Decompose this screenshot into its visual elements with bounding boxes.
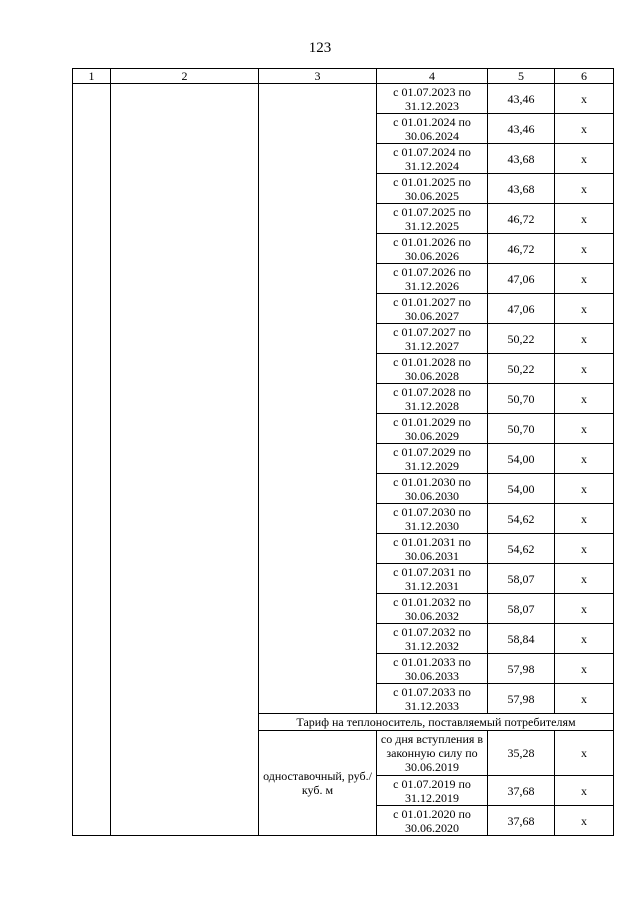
col6-cell: х: [555, 324, 614, 354]
period-cell: с 01.01.2027 по 30.06.2027: [377, 294, 488, 324]
header-cell-5: 5: [488, 69, 555, 84]
period-cell: с 01.07.2025 по 31.12.2025: [377, 204, 488, 234]
col6-cell: х: [555, 504, 614, 534]
col2-merged-cell: [111, 84, 259, 836]
period-cell: с 01.07.2024 по 31.12.2024: [377, 144, 488, 174]
header-cell-3: 3: [259, 69, 377, 84]
period-cell: с 01.01.2028 по 30.06.2028: [377, 354, 488, 384]
value-cell: 37,68: [488, 776, 555, 806]
col6-cell: х: [555, 474, 614, 504]
value-cell: 37,68: [488, 806, 555, 836]
value-cell: 54,00: [488, 474, 555, 504]
table-row: [73, 84, 614, 114]
col6-cell: х: [555, 624, 614, 654]
col6-cell: х: [555, 414, 614, 444]
period-cell: с 01.01.2032 по 30.06.2032: [377, 594, 488, 624]
tariff-table: [72, 68, 614, 836]
value-cell: 50,22: [488, 324, 555, 354]
tariff-type-cell: одноставочный, руб./куб. м: [259, 731, 377, 836]
period-cell: с 01.01.2025 по 30.06.2025: [377, 174, 488, 204]
value-cell: 54,62: [488, 504, 555, 534]
col6-cell: х: [555, 294, 614, 324]
col6-cell: х: [555, 144, 614, 174]
value-cell: 50,70: [488, 384, 555, 414]
period-cell: с 01.07.2023 по 31.12.2023: [377, 84, 488, 114]
col6-cell: х: [555, 731, 614, 776]
header-cell-4: 4: [377, 69, 488, 84]
col6-cell: х: [555, 354, 614, 384]
col6-cell: х: [555, 234, 614, 264]
period-cell: с 01.07.2029 по 31.12.2029: [377, 444, 488, 474]
period-cell: с 01.07.2019 по 31.12.2019: [377, 776, 488, 806]
col6-cell: х: [555, 114, 614, 144]
col6-cell: х: [555, 806, 614, 836]
header-cell-6: 6: [555, 69, 614, 84]
period-cell: со дня вступления в законную силу по 30.06.2019: [377, 731, 488, 776]
col6-cell: х: [555, 264, 614, 294]
period-cell: с 01.07.2032 по 31.12.2032: [377, 624, 488, 654]
col6-cell: х: [555, 444, 614, 474]
col6-cell: х: [555, 776, 614, 806]
col6-cell: х: [555, 174, 614, 204]
value-cell: 58,84: [488, 624, 555, 654]
period-cell: с 01.01.2026 по 30.06.2026: [377, 234, 488, 264]
period-cell: с 01.07.2030 по 31.12.2030: [377, 504, 488, 534]
period-cell: с 01.07.2028 по 31.12.2028: [377, 384, 488, 414]
period-cell: с 01.07.2027 по 31.12.2027: [377, 324, 488, 354]
value-cell: 50,22: [488, 354, 555, 384]
value-cell: 54,62: [488, 534, 555, 564]
value-cell: 43,68: [488, 144, 555, 174]
period-cell: с 01.07.2026 по 31.12.2026: [377, 264, 488, 294]
value-cell: 58,07: [488, 594, 555, 624]
value-cell: 35,28: [488, 731, 555, 776]
col3-merged-cell: [259, 84, 377, 714]
period-cell: с 01.01.2030 по 30.06.2030: [377, 474, 488, 504]
value-cell: 57,98: [488, 654, 555, 684]
period-cell: с 01.01.2029 по 30.06.2029: [377, 414, 488, 444]
value-cell: 57,98: [488, 684, 555, 714]
period-cell: с 01.01.2031 по 30.06.2031: [377, 534, 488, 564]
col6-cell: х: [555, 84, 614, 114]
period-cell: с 01.07.2031 по 31.12.2031: [377, 564, 488, 594]
col6-cell: х: [555, 534, 614, 564]
value-cell: 43,46: [488, 84, 555, 114]
period-cell: с 01.01.2020 по 30.06.2020: [377, 806, 488, 836]
header-cell-2: 2: [111, 69, 259, 84]
period-cell: с 01.07.2033 по 31.12.2033: [377, 684, 488, 714]
value-cell: 58,07: [488, 564, 555, 594]
section-title: Тариф на теплоноситель, поставляемый потребителям: [259, 714, 614, 731]
col1-merged-cell: [73, 84, 111, 836]
value-cell: 46,72: [488, 204, 555, 234]
col6-cell: х: [555, 594, 614, 624]
value-cell: 43,46: [488, 114, 555, 144]
page-number: 123: [308, 40, 332, 56]
header-cell-1: 1: [73, 69, 111, 84]
value-cell: 46,72: [488, 234, 555, 264]
value-cell: 43,68: [488, 174, 555, 204]
col6-cell: х: [555, 684, 614, 714]
period-cell: с 01.01.2024 по 30.06.2024: [377, 114, 488, 144]
col6-cell: х: [555, 384, 614, 414]
value-cell: 54,00: [488, 444, 555, 474]
col6-cell: х: [555, 204, 614, 234]
col6-cell: х: [555, 654, 614, 684]
period-cell: с 01.01.2033 по 30.06.2033: [377, 654, 488, 684]
col6-cell: х: [555, 564, 614, 594]
value-cell: 47,06: [488, 264, 555, 294]
value-cell: 50,70: [488, 414, 555, 444]
header-row: [73, 69, 614, 84]
value-cell: 47,06: [488, 294, 555, 324]
